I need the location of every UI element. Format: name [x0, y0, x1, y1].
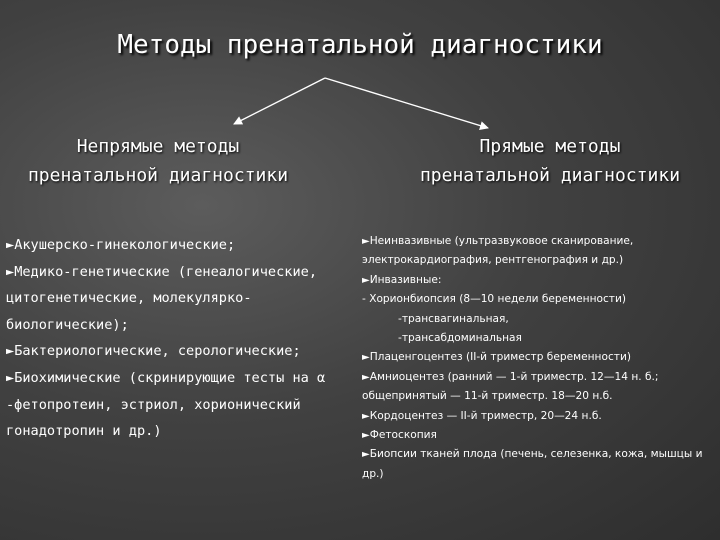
bullet-icon: ► [6, 369, 15, 386]
direct-methods-list [362, 232, 714, 484]
list-item: ►Биохимические (скринирующие тесты на α -фетопротеин, эстриол, хорионический гонадотропин и др.) [6, 369, 326, 440]
list-item: - Хорионбиопсия (8—10 недели беременности) [362, 293, 626, 306]
direct-methods-heading [400, 132, 700, 190]
direct-heading-line-2: пренатальной диагностики [419, 165, 681, 186]
bullet-icon: ► [6, 343, 15, 360]
list-item: ►Неинвазивные (ультразвуковое сканирование, электрокардиография, рентгенография и др.) [362, 235, 634, 267]
list-item: ►Амниоцентез (ранний — 1-й триместр. 12—14 н. б.; общепринятый — 11-й триместр. 18—20 н.б. [362, 370, 659, 403]
direct-heading-line-1: Прямые методы [479, 136, 621, 157]
bullet-icon: ► [362, 430, 370, 442]
arrow-to-indirect [234, 78, 325, 124]
list-item: ►Бактериологические, серологические; [6, 343, 301, 360]
indirect-heading-line-2: пренатальной диагностики [27, 165, 289, 186]
page-title: Методы пренатальной диагностики [117, 30, 603, 60]
list-item: ►Кордоцентез — II-й триместр, 20—24 н.б. [362, 409, 602, 422]
bullet-icon: ► [6, 237, 15, 253]
bullet-icon: ► [362, 410, 370, 422]
list-item: ►Плаценгоцентез (II-й триместр беременности) [362, 351, 631, 364]
list-item: -трансабдоминальная [398, 332, 522, 345]
list-item: -трансвагинальная, [398, 312, 509, 325]
bullet-icon: ► [362, 371, 370, 383]
list-item: ►Инвазивные: [362, 273, 442, 286]
bullet-icon: ► [362, 274, 370, 286]
bullet-icon: ► [362, 449, 370, 461]
indirect-methods-heading [8, 132, 308, 190]
list-item: ►Фетоскопия [362, 429, 437, 442]
bullet-icon: ► [6, 263, 15, 280]
indirect-heading-line-1: Непрямые методы [76, 136, 240, 157]
list-item: ►Акушерско-гинекологические; [6, 237, 236, 253]
indirect-methods-list [6, 232, 362, 445]
bullet-icon: ► [362, 236, 370, 247]
bullet-icon: ► [362, 352, 370, 364]
list-item: ►Биопсии тканей плода (печень, селезенка, кожа, мышцы и др.) [362, 448, 703, 480]
arrow-to-direct [325, 78, 488, 128]
list-item: ►Медико-генетические (генеалогические, цитогенетические, молекулярко-биологические); [6, 263, 318, 333]
